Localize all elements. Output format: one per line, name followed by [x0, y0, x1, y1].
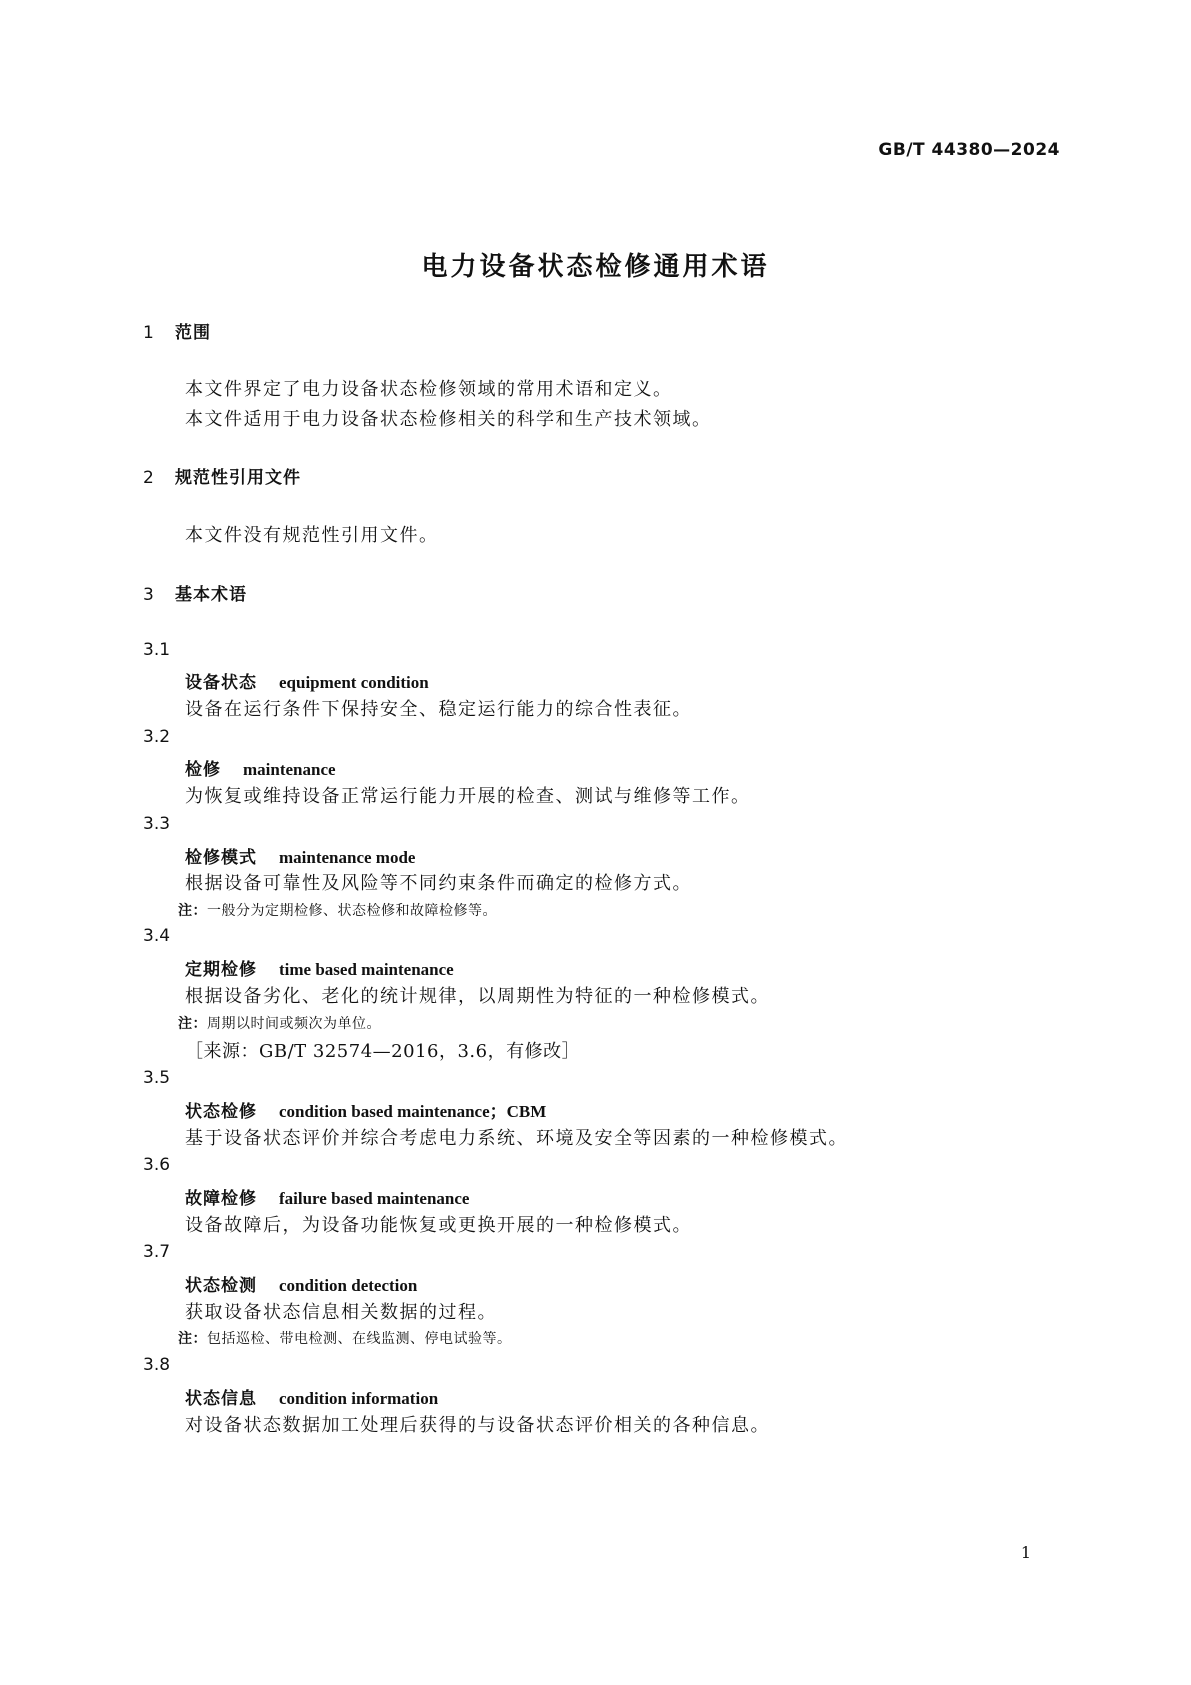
standard-code: GB/T 44380—2024	[878, 140, 1060, 160]
term-number: 3.3	[143, 814, 171, 834]
term-zh: 状态信息	[185, 1389, 257, 1409]
term-heading	[185, 668, 429, 693]
term-source: ［来源：GB/T 32574—2016，3.6，有修改］	[185, 1041, 581, 1062]
term-definition: 根据设备劣化、老化的统计规律，以周期性为特征的一种检修模式。	[185, 986, 770, 1007]
term-heading	[185, 1184, 469, 1209]
term-definition: 设备在运行条件下保持安全、稳定运行能力的综合性表征。	[185, 699, 692, 720]
term-zh: 状态检修	[185, 1102, 257, 1122]
paragraph: 本文件界定了电力设备状态检修领域的常用术语和定义。	[185, 379, 673, 400]
term-number: 3.2	[143, 727, 171, 747]
note-text: 周期以时间或频次为单位。	[207, 1016, 381, 1032]
term-en: condition detection	[279, 1276, 418, 1295]
term-note	[178, 1013, 381, 1033]
term-en: failure based maintenance	[279, 1189, 470, 1208]
term-zh: 检修	[185, 760, 221, 780]
term-number: 3.6	[143, 1155, 171, 1175]
term-definition: 对设备状态数据加工处理后获得的与设备状态评价相关的各种信息。	[185, 1415, 770, 1436]
section-number: 1	[143, 323, 155, 343]
section-title: 基本术语	[175, 585, 247, 605]
note-label: 注：	[178, 903, 207, 919]
term-zh: 定期检修	[185, 960, 257, 980]
term-definition: 根据设备可靠性及风险等不同约束条件而确定的检修方式。	[185, 873, 692, 894]
paragraph: 本文件没有规范性引用文件。	[185, 525, 439, 546]
term-number: 3.5	[143, 1068, 171, 1088]
term-note	[178, 900, 497, 920]
note-label: 注：	[178, 1331, 207, 1347]
term-note	[178, 1328, 512, 1348]
term-heading	[185, 755, 336, 780]
term-en: maintenance	[243, 760, 336, 779]
term-en: equipment condition	[279, 673, 429, 692]
term-number: 3.8	[143, 1355, 171, 1375]
section-heading-scope	[143, 318, 211, 343]
term-heading	[185, 955, 454, 980]
term-number: 3.7	[143, 1242, 171, 1262]
note-text: 一般分为定期检修、状态检修和故障检修等。	[207, 903, 497, 919]
term-zh: 故障检修	[185, 1189, 257, 1209]
term-heading	[185, 843, 415, 868]
term-zh: 检修模式	[185, 848, 257, 868]
term-heading	[185, 1271, 417, 1296]
term-number: 3.1	[143, 640, 171, 660]
term-en: condition information	[279, 1389, 439, 1408]
page-number: 1	[1020, 1543, 1031, 1562]
section-heading-basic-terms	[143, 580, 247, 605]
paragraph: 本文件适用于电力设备状态检修相关的科学和生产技术领域。	[185, 409, 712, 430]
note-label: 注：	[178, 1016, 207, 1032]
section-heading-normative-references	[143, 463, 301, 488]
document-title: 电力设备状态检修通用术语	[421, 252, 770, 282]
term-heading	[185, 1384, 438, 1409]
term-zh: 设备状态	[185, 673, 257, 693]
term-en: time based maintenance	[279, 960, 454, 979]
section-title: 规范性引用文件	[175, 468, 301, 488]
term-definition: 设备故障后，为设备功能恢复或更换开展的一种检修模式。	[185, 1215, 692, 1236]
section-number: 3	[143, 585, 155, 605]
term-definition: 获取设备状态信息相关数据的过程。	[185, 1302, 497, 1323]
term-number: 3.4	[143, 926, 171, 946]
note-text: 包括巡检、带电检测、在线监测、停电试验等。	[207, 1331, 512, 1347]
term-heading	[185, 1097, 546, 1122]
section-title: 范围	[175, 323, 211, 343]
term-zh: 状态检测	[185, 1276, 257, 1296]
term-definition: 基于设备状态评价并综合考虑电力系统、环境及安全等因素的一种检修模式。	[185, 1128, 848, 1149]
term-en: condition based maintenance；CBM	[279, 1102, 547, 1121]
term-definition: 为恢复或维持设备正常运行能力开展的检查、测试与维修等工作。	[185, 786, 751, 807]
term-en: maintenance mode	[279, 848, 416, 867]
section-number: 2	[143, 468, 155, 488]
